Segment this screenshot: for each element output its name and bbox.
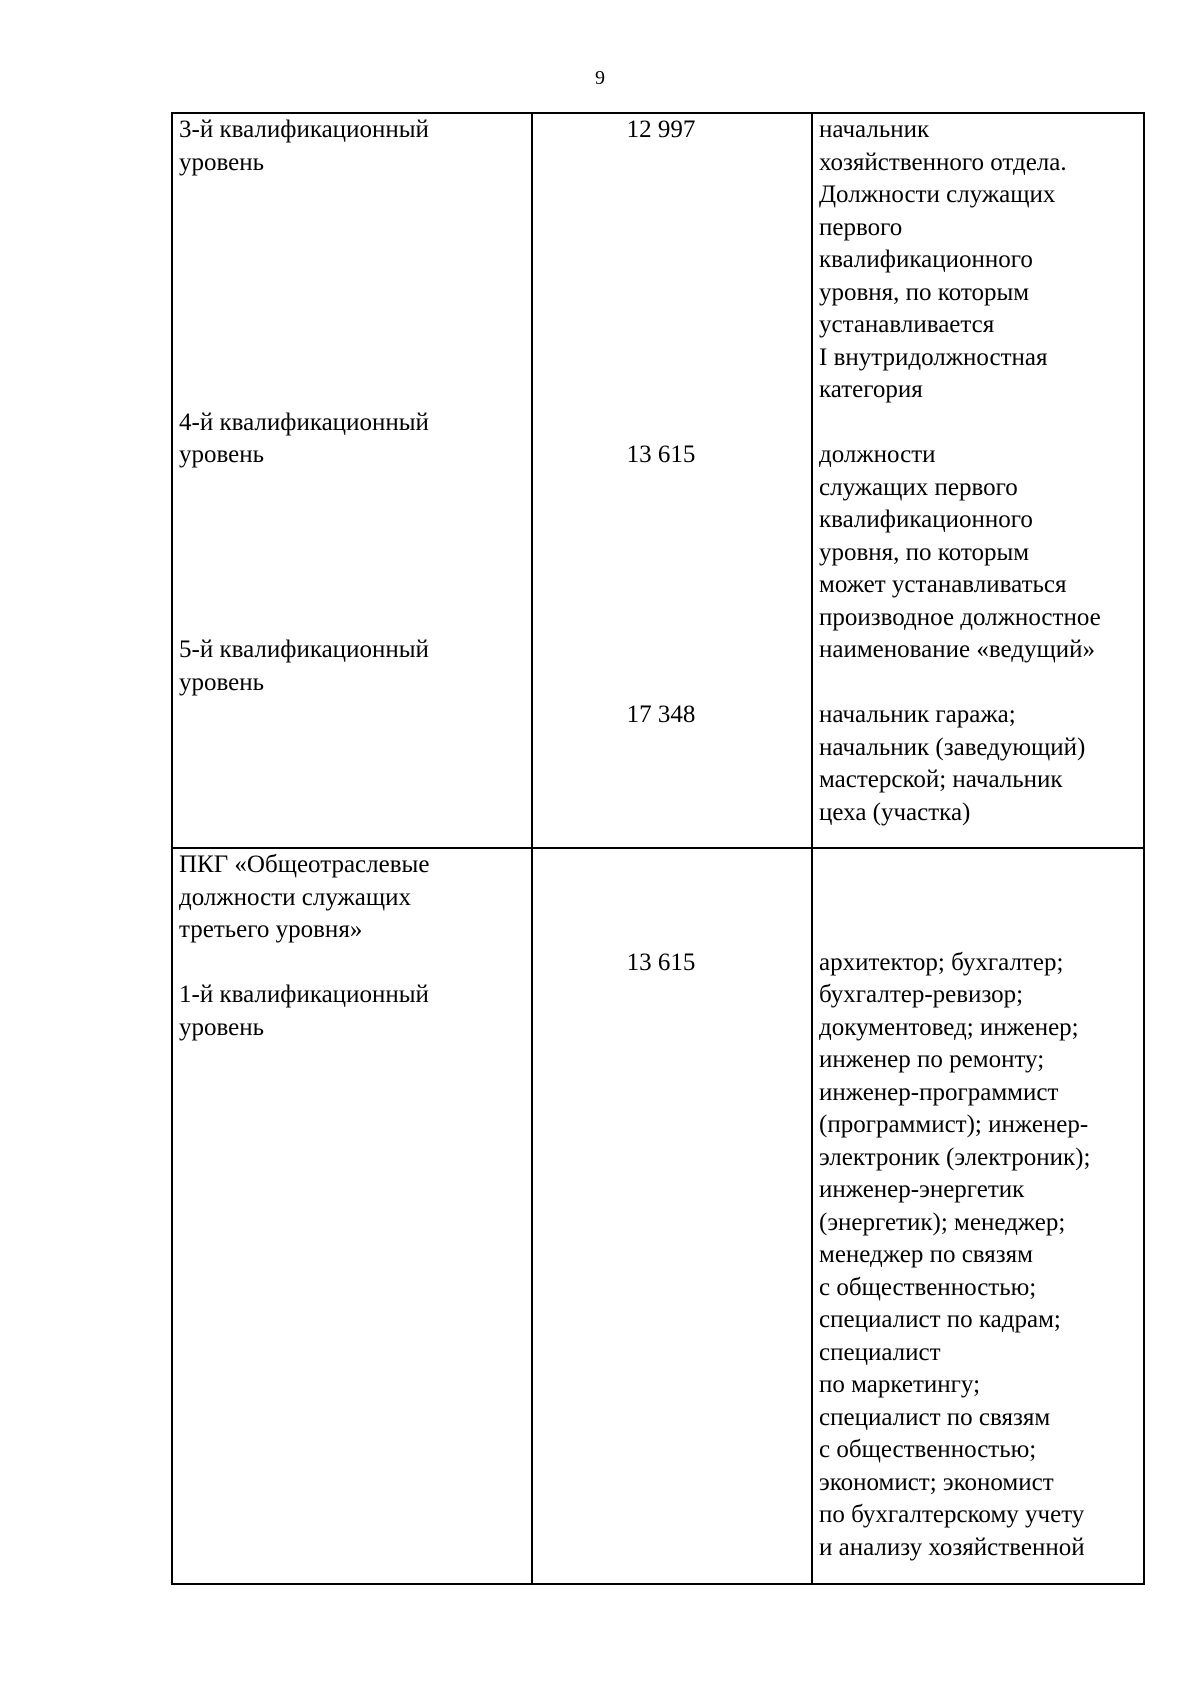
level-cell [172, 848, 532, 1584]
position-line: начальник (заведующий) [819, 733, 1086, 761]
group-title-line: третьего уровня» [179, 916, 363, 943]
positions-cell [812, 113, 1144, 848]
positions-list [819, 114, 1137, 407]
position-line: устанавливается [819, 311, 995, 338]
position-line: специалист по связям [819, 1403, 1051, 1431]
position-line: документовед; инженер; [819, 1013, 1079, 1041]
position-line: бухгалтер-ревизор; [819, 981, 1024, 1008]
salary-value: 17 348 [626, 701, 696, 728]
position-line: по маркетингу; [819, 1371, 981, 1398]
position-line: (программист); инженер- [819, 1111, 1089, 1138]
position-line: инженер-энергетик [819, 1176, 1025, 1203]
group-title [179, 849, 525, 947]
level-label-line: уровень [179, 441, 265, 468]
position-line: I внутридолжностная [819, 343, 1048, 371]
position-line: служащих первого [819, 473, 1018, 501]
group-title-line: должности служащих [179, 883, 412, 911]
position-line: категория [819, 376, 923, 403]
positions-list [819, 947, 1137, 1565]
position-line: уровня, по которым [819, 538, 1030, 566]
position-line: наименование «ведущий» [819, 636, 1095, 663]
level-label-line: уровень [179, 148, 265, 176]
position-line: должности [819, 441, 936, 468]
position-line: (энергетик); менеджер; [819, 1208, 1066, 1236]
position-line: электроник (электроник); [819, 1143, 1091, 1171]
salary-value: 13 615 [626, 441, 696, 468]
position-line: и анализу хозяйственной [819, 1533, 1085, 1561]
position-line: специалист по кадрам; [819, 1306, 1061, 1333]
level-label [179, 407, 525, 472]
table-row [172, 113, 1144, 848]
position-line: экономист; экономист [819, 1468, 1054, 1496]
position-line: производное должностное [819, 603, 1101, 631]
position-line: Должности служащих [819, 181, 1056, 208]
position-line: начальник гаража; [819, 701, 1016, 728]
level-cell [172, 113, 532, 848]
positions-list [819, 439, 1137, 667]
position-line: может устанавливаться [819, 571, 1067, 598]
position-line: начальник [819, 116, 930, 143]
position-line: инженер по ремонту; [819, 1046, 1045, 1073]
positions-list [819, 699, 1137, 829]
level-label-line: 3-й квалификационный [179, 116, 429, 143]
level-label-line: уровень [179, 668, 265, 696]
group-title-line: ПКГ «Общеотраслевые [179, 851, 430, 878]
position-line: с общественностью; [819, 1273, 1037, 1301]
position-line: специалист [819, 1338, 941, 1366]
salary-value: 12 997 [626, 116, 696, 143]
level-label-line: уровень [179, 1013, 265, 1041]
position-line: уровня, по которым [819, 278, 1030, 306]
positions-cell [812, 848, 1144, 1584]
position-line: с общественностью; [819, 1436, 1037, 1463]
salary-cell [532, 113, 812, 848]
level-label-line: 5-й квалификационный [179, 636, 429, 663]
page-number: 9 [595, 67, 605, 89]
level-label [179, 634, 525, 699]
level-label-line: 4-й квалификационный [179, 408, 429, 436]
position-line: архитектор; бухгалтер; [819, 948, 1064, 976]
salary-value: 13 615 [626, 948, 696, 976]
position-line: квалификационного [819, 246, 1033, 273]
position-line: первого [819, 213, 903, 241]
table-row [172, 848, 1144, 1584]
salary-cell [532, 848, 812, 1584]
salary-table [171, 112, 1145, 1585]
position-line: по бухгалтерскому учету [819, 1501, 1085, 1528]
position-line: менеджер по связям [819, 1241, 1033, 1268]
position-line: квалификационного [819, 506, 1033, 533]
position-line: цеха (участка) [819, 798, 971, 826]
position-line: мастерской; начальник [819, 766, 1063, 793]
level-label [179, 979, 525, 1044]
position-line: инженер-программист [819, 1078, 1059, 1106]
level-label-line: 1-й квалификационный [179, 981, 429, 1008]
position-line: хозяйственного отдела. [819, 148, 1067, 176]
level-label [179, 114, 525, 179]
